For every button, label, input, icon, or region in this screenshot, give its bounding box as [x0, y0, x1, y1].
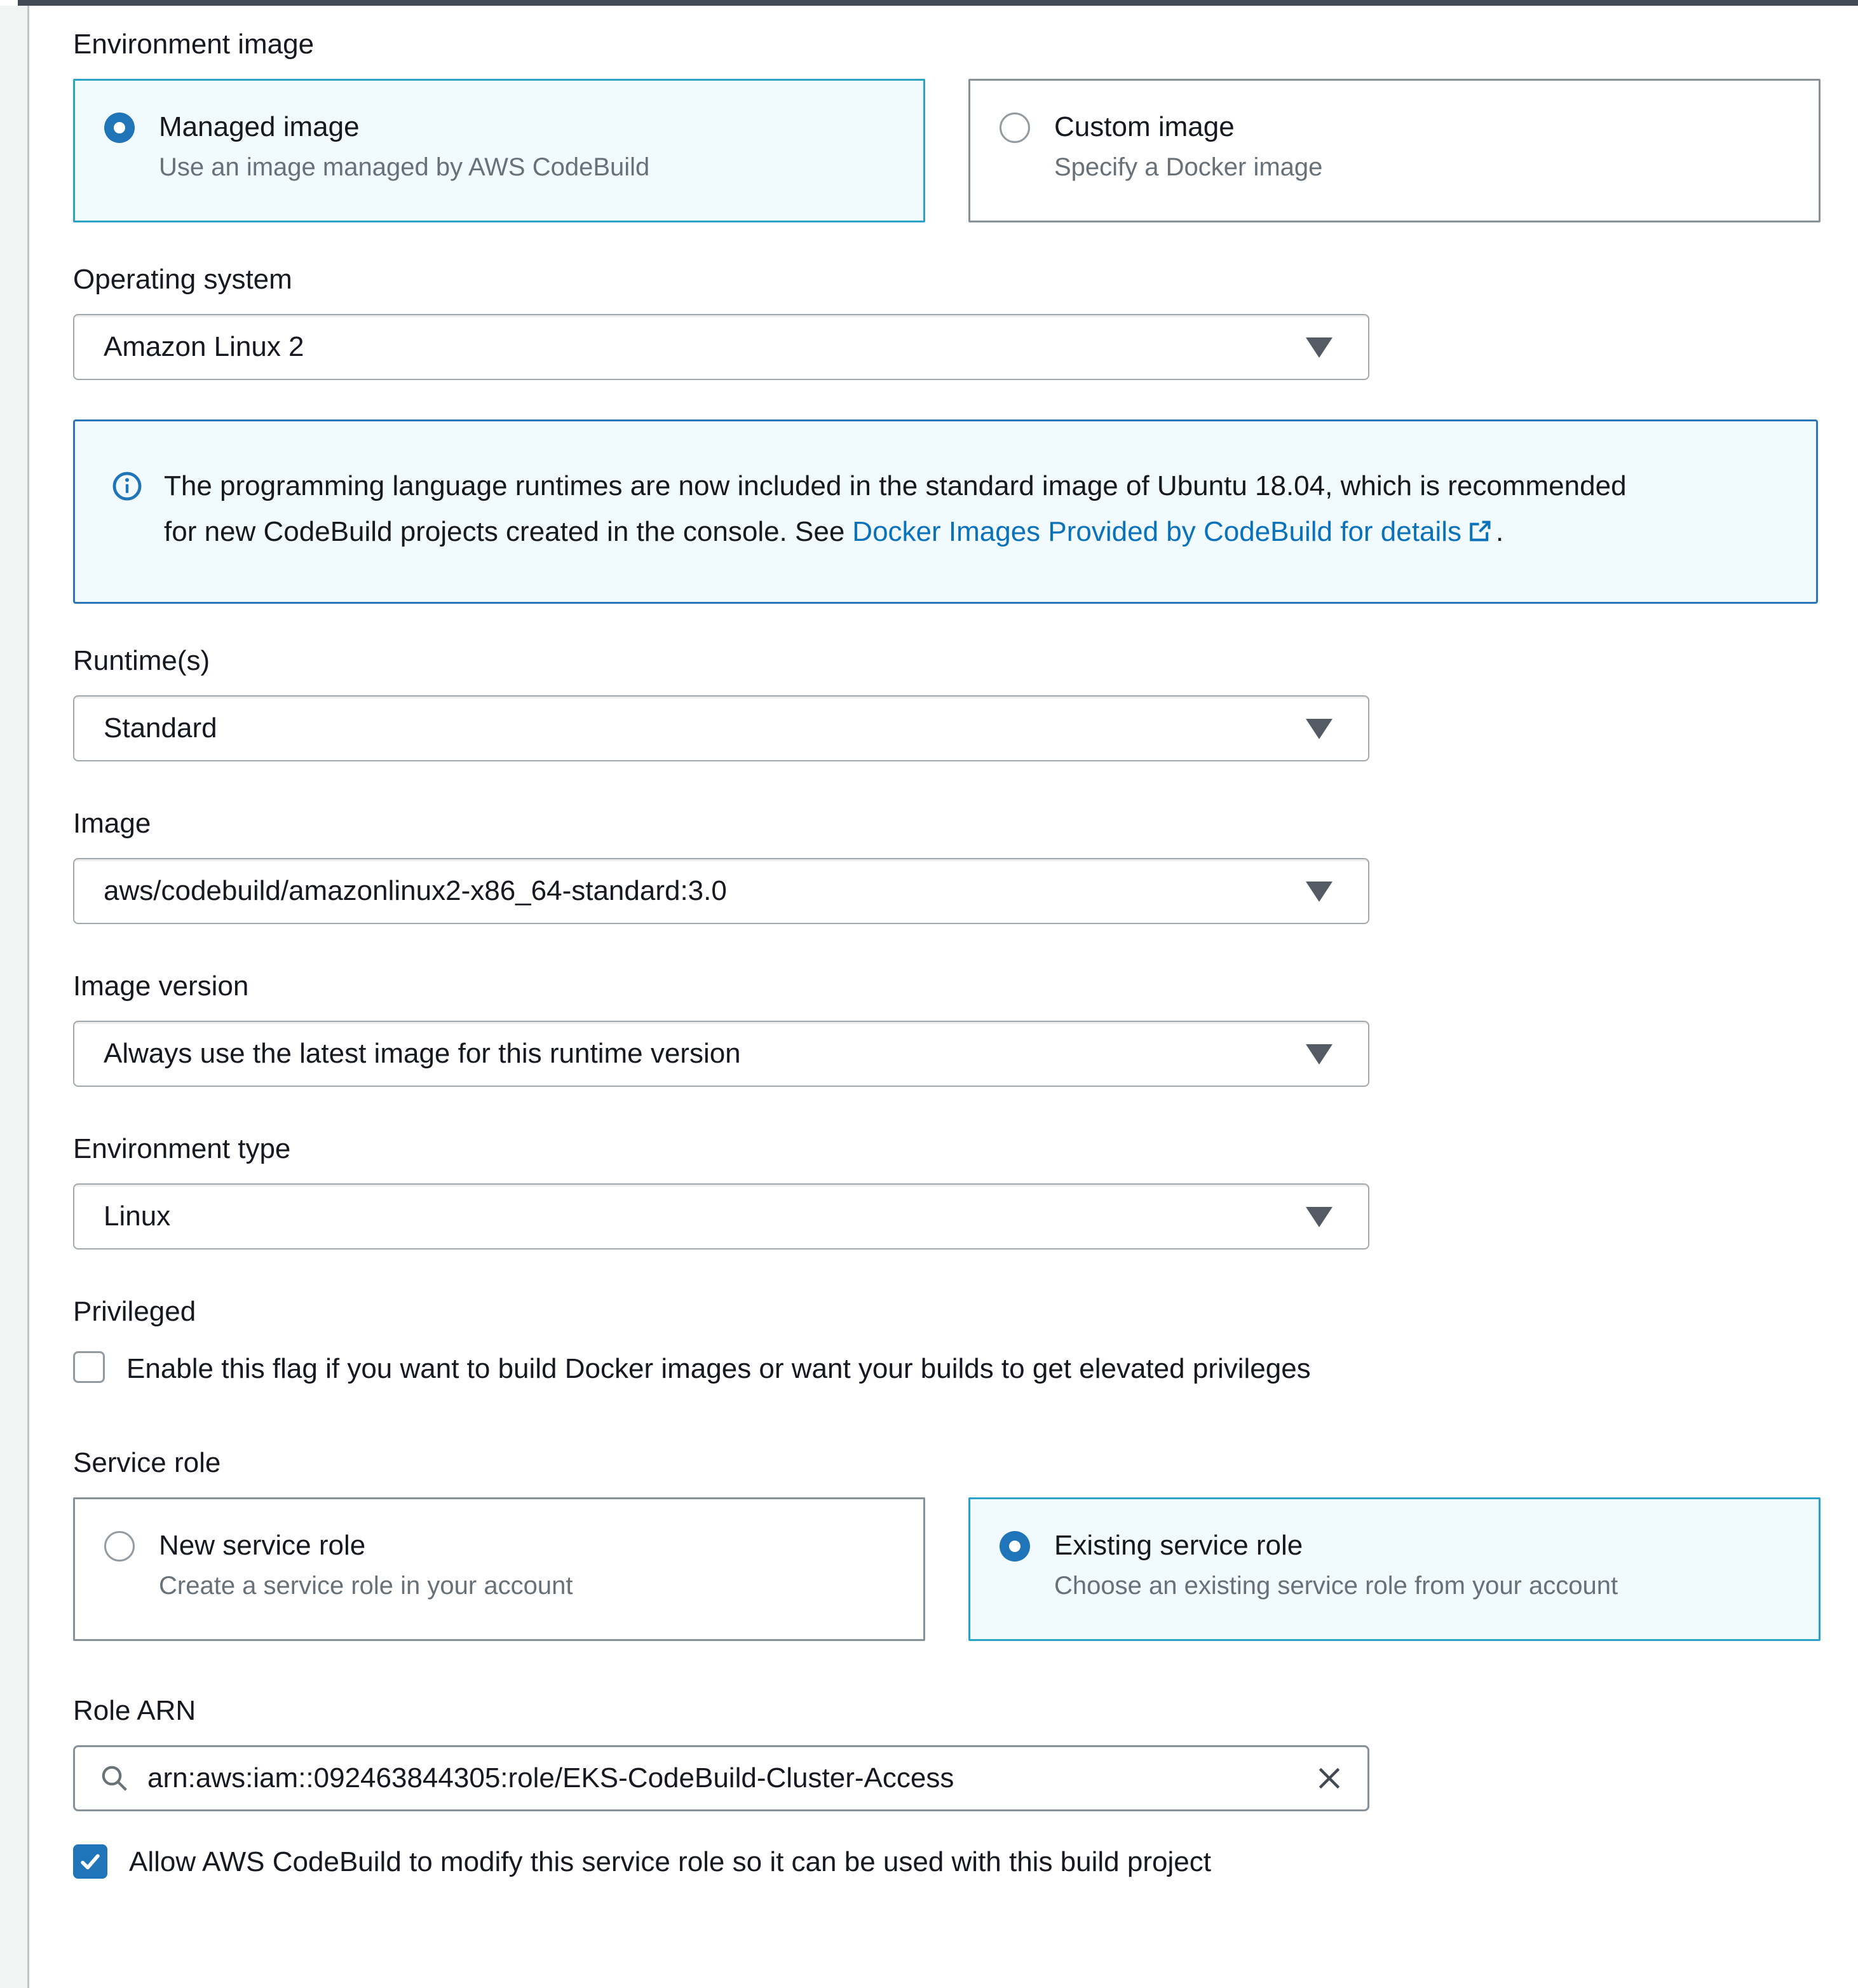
environment-image-options	[73, 79, 1821, 222]
caret-down-icon	[1306, 1044, 1332, 1065]
existing-service-role-description: Choose an existing service role from your account	[1054, 1572, 1618, 1600]
check-icon	[78, 1849, 102, 1874]
new-service-role-option[interactable]	[73, 1497, 925, 1641]
operating-system-value: Amazon Linux 2	[104, 331, 304, 362]
managed-image-title: Managed image	[159, 111, 360, 142]
custom-image-option[interactable]	[968, 79, 1821, 222]
environment-type-label: Environment type	[73, 1133, 291, 1164]
left-gutter	[0, 6, 29, 1988]
operating-system-select[interactable]	[73, 314, 1369, 380]
existing-service-role-title: Existing service role	[1054, 1530, 1303, 1561]
info-banner-text	[164, 463, 1664, 557]
privileged-checkbox-row	[73, 1346, 1821, 1392]
privileged-label: Privileged	[73, 1296, 196, 1327]
service-role-options	[73, 1497, 1821, 1641]
radio-selected-icon[interactable]	[104, 112, 135, 143]
role-arn-input[interactable]	[146, 1762, 1299, 1795]
service-role-label: Service role	[73, 1447, 221, 1478]
image-version-select[interactable]	[73, 1021, 1369, 1087]
allow-modify-label[interactable]: Allow AWS CodeBuild to modify this service role so it can be used with this build project	[129, 1846, 1211, 1877]
allow-modify-row	[73, 1839, 1821, 1885]
runtime-info-banner	[73, 419, 1818, 604]
caret-down-icon	[1306, 719, 1332, 739]
caret-down-icon	[1306, 882, 1332, 902]
custom-image-title: Custom image	[1054, 111, 1235, 142]
image-select[interactable]	[73, 858, 1369, 924]
operating-system-label: Operating system	[73, 264, 292, 295]
docker-images-link[interactable]: Docker Images Provided by CodeBuild for details	[852, 516, 1461, 547]
image-label: Image	[73, 808, 151, 839]
privileged-checkbox-label[interactable]: Enable this flag if you want to build Docker images or want your builds to get elevated privileges	[126, 1353, 1311, 1384]
caret-down-icon	[1306, 337, 1332, 358]
window-top-edge	[18, 0, 1858, 6]
info-text-after-link: .	[1496, 516, 1504, 547]
info-icon	[112, 471, 142, 505]
new-service-role-description: Create a service role in your account	[159, 1572, 573, 1600]
environment-image-label: Environment image	[73, 29, 315, 60]
role-arn-label: Role ARN	[73, 1695, 196, 1726]
new-service-role-title: New service role	[159, 1530, 366, 1561]
clear-input-button[interactable]	[1315, 1764, 1343, 1792]
runtimes-label: Runtime(s)	[73, 645, 210, 676]
caret-down-icon	[1306, 1207, 1332, 1227]
image-version-label: Image version	[73, 970, 249, 1002]
external-link-icon	[1468, 519, 1492, 550]
image-value: aws/codebuild/amazonlinux2-x86_64-standard:3.0	[104, 875, 727, 906]
radio-unselected-icon[interactable]	[104, 1531, 135, 1562]
image-version-value: Always use the latest image for this runtime version	[104, 1038, 741, 1069]
codebuild-environment-form	[73, 28, 1821, 1885]
runtimes-value: Standard	[104, 712, 217, 744]
managed-image-description: Use an image managed by AWS CodeBuild	[159, 153, 650, 181]
custom-image-description: Specify a Docker image	[1054, 153, 1323, 181]
role-arn-search-box	[73, 1745, 1369, 1811]
search-icon	[99, 1763, 130, 1794]
environment-type-select[interactable]	[73, 1183, 1369, 1249]
managed-image-option[interactable]	[73, 79, 925, 222]
allow-modify-checkbox[interactable]	[73, 1844, 107, 1879]
runtimes-select[interactable]	[73, 695, 1369, 761]
radio-unselected-icon[interactable]	[1000, 112, 1030, 143]
privileged-checkbox[interactable]	[73, 1351, 105, 1383]
environment-type-value: Linux	[104, 1201, 171, 1232]
radio-selected-icon[interactable]	[1000, 1531, 1030, 1562]
existing-service-role-option[interactable]	[968, 1497, 1821, 1641]
info-text-before-link: The programming language runtimes are now included in the standard image of Ubuntu 18.04, which is recommended for new CodeBuild projects created in the console. See	[164, 470, 1627, 547]
